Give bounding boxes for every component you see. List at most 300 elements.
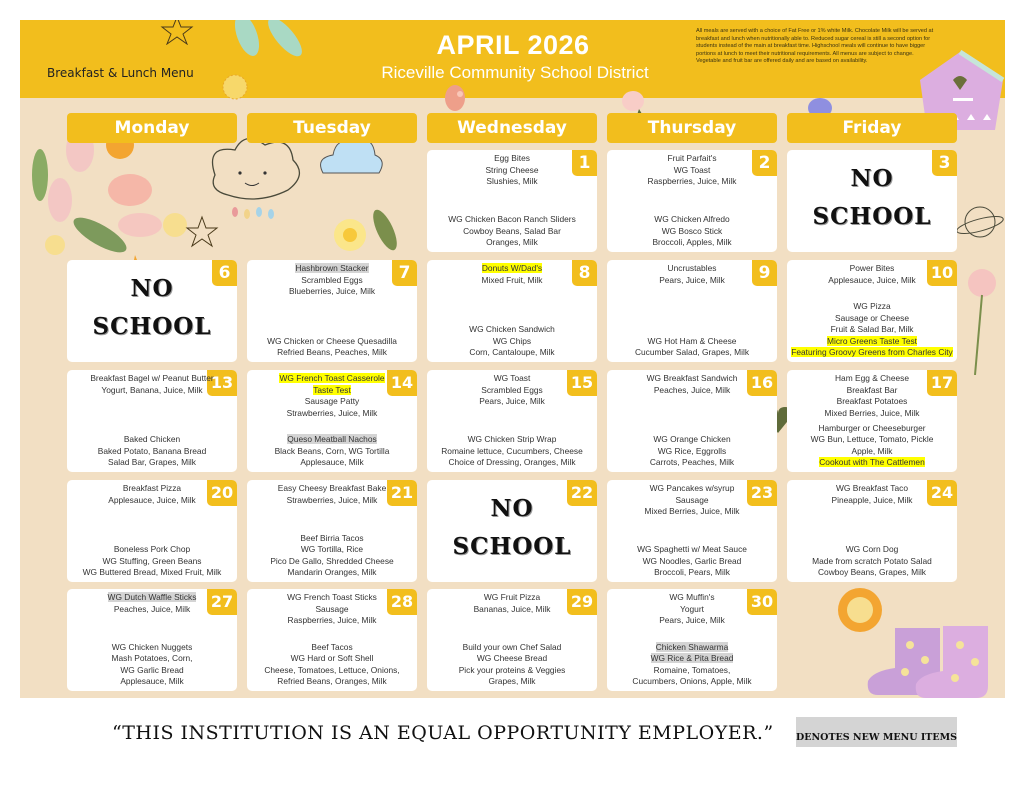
highlighted-item-text: Donuts W/Dad's <box>481 263 543 273</box>
menu-item-text: Corn, Cantaloupe, Milk <box>469 347 555 358</box>
no-school-word: SCHOOL <box>92 313 212 340</box>
menu-item <box>607 263 777 275</box>
menu-item <box>607 434 777 446</box>
menu-item <box>607 176 777 188</box>
highlighted-item-text: Featuring Groovy Greens from Charles City <box>791 347 953 358</box>
day-cell-24 <box>787 480 957 582</box>
menu-item <box>607 676 777 688</box>
menu-item <box>787 275 957 287</box>
menu-item <box>247 347 417 359</box>
equal-opportunity-statement: “THIS INSTITUTION IS AN EQUAL OPPORTUNITY EMPLOYER.” <box>112 722 774 744</box>
menu-item-text: Build your own Chef Salad <box>462 641 562 652</box>
highlighted-item-text: WG Dutch Waffle Sticks <box>107 592 197 602</box>
menu-item-text: Breakfast Bar <box>846 384 898 395</box>
menu-item <box>427 336 597 348</box>
day-number: 27 <box>207 589 237 615</box>
lunch-menu <box>67 434 237 469</box>
breakfast-menu <box>427 592 597 615</box>
lunch-menu <box>427 214 597 249</box>
menu-item <box>427 653 597 665</box>
day-number: 3 <box>932 150 957 176</box>
lunch-menu <box>607 544 777 579</box>
menu-item-text: Pears, Juice, Milk <box>659 615 725 626</box>
menu-item-text: Sausage <box>315 603 349 614</box>
breakfast-menu <box>247 373 417 419</box>
menu-item-text: Applesauce, Juice, Milk <box>108 494 196 505</box>
menu-item <box>607 544 777 556</box>
menu-item <box>607 604 777 616</box>
day-cell-21 <box>247 480 417 582</box>
menu-item <box>67 604 237 616</box>
leaf-icon <box>225 20 315 65</box>
day-cell-8 <box>427 260 597 362</box>
menu-item <box>247 556 417 568</box>
menu-item-text: Mixed Berries, Juice, Milk <box>644 506 740 517</box>
no-school-word: NO <box>130 275 174 302</box>
highlighted-item-text: Micro Greens Taste Test <box>827 335 917 346</box>
menu-item-text: Sausage Patty <box>304 396 360 407</box>
menu-item-text: Breakfast Pizza <box>122 483 182 493</box>
lunch-menu <box>787 301 957 359</box>
raindrops-icon <box>225 202 280 232</box>
menu-item-text: WG Chicken or Cheese Quesadilla <box>267 335 397 346</box>
menu-item-text: Pears, Juice, Milk <box>479 396 545 407</box>
weekday-header-wednesday: Wednesday <box>427 113 597 143</box>
menu-item-text: WG Spaghetti w/ Meat Sauce <box>637 544 747 555</box>
menu-item <box>427 176 597 188</box>
menu-item-text: Grapes, Milk <box>488 676 536 687</box>
menu-item-text: WG Chicken Bacon Ranch Sliders <box>448 214 576 225</box>
menu-item-text: Peaches, Juice, Milk <box>653 384 731 395</box>
day-cell-17 <box>787 370 957 472</box>
menu-item-text: Salad Bar, Grapes, Milk <box>108 457 196 468</box>
no-school-word: SCHOOL <box>452 533 572 560</box>
menu-item <box>247 653 417 665</box>
menu-item <box>67 676 237 688</box>
menu-item <box>607 373 777 385</box>
breakfast-menu <box>427 153 597 188</box>
breakfast-menu <box>67 592 237 615</box>
menu-item <box>247 275 417 287</box>
menu-item <box>787 301 957 313</box>
menu-item <box>607 615 777 627</box>
day-number: 10 <box>927 260 957 286</box>
menu-item-text: WG Chicken Strip Wrap <box>467 434 557 445</box>
menu-item <box>787 544 957 556</box>
menu-item <box>247 642 417 654</box>
day-number: 9 <box>752 260 777 286</box>
menu-item-text: Baked Chicken <box>123 434 181 445</box>
menu-item <box>427 676 597 688</box>
menu-item <box>67 385 237 397</box>
menu-item-text: Slushies, Milk <box>486 176 538 187</box>
page-title: APRIL 2026 <box>436 30 590 60</box>
menu-item-text: Yogurt, Banana, Juice, Milk <box>101 384 203 395</box>
menu-item <box>787 495 957 507</box>
menu-item-text: WG Breakfast Taco <box>836 483 908 493</box>
day-number: 8 <box>572 260 597 286</box>
menu-item-text: Strawberries, Juice, Milk <box>286 494 378 505</box>
menu-item-text: Easy Cheesy Breakfast Bake <box>277 483 387 493</box>
menu-item-text: WG Toast <box>673 164 711 175</box>
menu-item-text: WG Toast <box>493 373 531 383</box>
day-cell-1 <box>427 150 597 252</box>
menu-item-text: Romaine lettuce, Cucumbers, Cheese <box>441 445 583 456</box>
weekday-header-friday: Friday <box>787 113 957 143</box>
menu-item <box>247 385 417 397</box>
menu-item <box>787 324 957 336</box>
menu-item <box>427 642 597 654</box>
day-number: 6 <box>212 260 237 286</box>
menu-item-text: WG Muffin's <box>669 592 715 602</box>
lunch-menu <box>247 533 417 579</box>
menu-item-text: WG Bosco Stick <box>661 225 723 236</box>
menu-item-text: Oranges, Milk <box>486 237 538 248</box>
menu-item <box>427 665 597 677</box>
day-number: 13 <box>207 370 237 396</box>
menu-item <box>607 385 777 397</box>
lunch-menu <box>607 336 777 359</box>
pink-flower-icon <box>960 265 1005 375</box>
menu-item-text: Cowboy Beans, Grapes, Milk <box>818 567 926 578</box>
menu-item-text: Pineapple, Juice, Milk <box>831 494 913 505</box>
menu-item <box>607 347 777 359</box>
menu-item <box>607 226 777 238</box>
menu-item <box>247 615 417 627</box>
menu-item-text: Hamburger or Cheeseburger <box>818 422 926 433</box>
menu-item-text: Mixed Fruit, Milk <box>481 274 543 285</box>
menu-item <box>67 567 237 579</box>
weekday-header-monday: Monday <box>67 113 237 143</box>
day-number: 17 <box>927 370 957 396</box>
menu-item-text: WG Hot Ham & Cheese <box>647 335 737 346</box>
day-cell-27 <box>67 589 237 691</box>
day-cell-2 <box>607 150 777 252</box>
menu-item <box>247 286 417 298</box>
menu-item-text: WG Fruit Pizza <box>483 592 541 602</box>
day-number: 15 <box>567 370 597 396</box>
menu-item <box>427 324 597 336</box>
menu-item-text: WG Corn Dog <box>845 544 899 555</box>
menu-item <box>607 483 777 495</box>
menu-item <box>787 408 957 420</box>
menu-item <box>247 263 417 275</box>
menu-item <box>607 446 777 458</box>
menu-item <box>787 457 957 469</box>
menu-item <box>427 165 597 177</box>
day-cell-16 <box>607 370 777 472</box>
menu-item <box>607 665 777 677</box>
day-number: 2 <box>752 150 777 176</box>
day-cell-6 <box>67 260 237 362</box>
menu-item <box>67 446 237 458</box>
lunch-menu <box>607 434 777 469</box>
day-number: 16 <box>747 370 777 396</box>
menu-item <box>427 457 597 469</box>
menu-item <box>427 385 597 397</box>
day-cell-15 <box>427 370 597 472</box>
menu-item-text: Broccoli, Apples, Milk <box>652 237 732 248</box>
day-number: 29 <box>567 589 597 615</box>
menu-item-text: Scrambled Eggs <box>301 274 363 285</box>
day-number: 30 <box>747 589 777 615</box>
menu-item <box>67 373 237 385</box>
menu-item-text: WG Garlic Bread <box>120 664 184 675</box>
menu-item <box>247 408 417 420</box>
lunch-menu <box>607 214 777 249</box>
day-cell-30 <box>607 589 777 691</box>
menu-item-text: WG Chicken Alfredo <box>654 214 730 225</box>
menu-item-text: Cucumber Salad, Grapes, Milk <box>634 347 750 358</box>
highlighted-item-text: WG French Toast Casserole <box>279 373 385 383</box>
menu-item <box>247 396 417 408</box>
menu-item <box>427 347 597 359</box>
breakfast-menu <box>67 483 237 506</box>
planet-doodle-icon <box>955 200 1005 245</box>
menu-item <box>67 483 237 495</box>
highlighted-item-text: Chicken Shawarma <box>655 641 729 652</box>
menu-item-text: String Cheese <box>485 164 539 175</box>
menu-item-text: Made from scratch Potato Salad <box>812 555 932 566</box>
menu-item <box>787 347 957 359</box>
menu-item <box>787 446 957 458</box>
menu-item-text: Raspberries, Juice, Milk <box>647 176 737 187</box>
menu-poster <box>20 20 1005 698</box>
breakfast-menu <box>607 263 777 286</box>
day-cell-14 <box>247 370 417 472</box>
breakfast-menu <box>787 373 957 419</box>
menu-item <box>607 457 777 469</box>
menu-item-text: Uncrustables <box>667 263 717 273</box>
menu-item-text: Breakfast Bagel w/ Peanut Butter <box>90 373 214 383</box>
menu-item-text: WG Noodles, Garlic Bread <box>642 555 742 566</box>
menu-item <box>607 567 777 579</box>
lunch-menu <box>67 544 237 579</box>
menu-item <box>427 604 597 616</box>
new-items-legend <box>796 717 957 747</box>
menu-item <box>787 385 957 397</box>
menu-item <box>67 457 237 469</box>
menu-item-text: Apple, Milk <box>851 445 893 456</box>
breakfast-menu <box>427 373 597 408</box>
menu-item <box>787 336 957 348</box>
menu-item-text: Applesauce, Juice, Milk <box>828 274 916 285</box>
menu-item-text: Pico De Gallo, Shredded Cheese <box>270 555 394 566</box>
no-school-label <box>787 160 957 236</box>
menu-item <box>607 214 777 226</box>
menu-item-text: Yogurt <box>680 603 704 614</box>
menu-item <box>247 446 417 458</box>
day-cell-22 <box>427 480 597 582</box>
menu-item-text: Broccoli, Pears, Milk <box>654 567 730 578</box>
menu-item-text: Baked Potato, Banana Bread <box>97 445 207 456</box>
menu-item <box>607 275 777 287</box>
star-doodle-icon <box>160 20 194 45</box>
menu-item <box>247 592 417 604</box>
menu-item <box>427 434 597 446</box>
menu-type-label: Breakfast & Lunch Menu <box>47 66 194 80</box>
dandelion-icon <box>215 65 255 105</box>
menu-item <box>247 676 417 688</box>
menu-item <box>67 434 237 446</box>
day-cell-29 <box>427 589 597 691</box>
menu-item-text: Egg Bites <box>494 153 530 163</box>
menu-item-text: Beef Tacos <box>311 641 353 652</box>
menu-item-text: Sausage or Cheese <box>834 312 910 323</box>
menu-item <box>427 214 597 226</box>
menu-item-text: Applesauce, Milk <box>300 457 364 468</box>
day-number: 14 <box>387 370 417 396</box>
menu-item <box>247 495 417 507</box>
menu-item-text: WG Stuffing, Green Beans <box>102 555 202 566</box>
lunch-menu <box>787 544 957 579</box>
menu-item-text: WG Chips <box>492 335 532 346</box>
breakfast-menu <box>787 263 957 286</box>
menu-item-text: WG Chicken Nuggets <box>111 641 193 652</box>
star-doodle-icon <box>185 215 219 249</box>
menu-item <box>607 556 777 568</box>
menu-item <box>67 642 237 654</box>
menu-item <box>67 665 237 677</box>
menu-item-text: WG Orange Chicken <box>653 434 731 445</box>
day-number: 28 <box>387 589 417 615</box>
lunch-menu <box>67 642 237 688</box>
day-number: 7 <box>392 260 417 286</box>
highlighted-item-text: Taste Test <box>313 384 351 395</box>
menu-item-text: WG Cheese Bread <box>476 653 548 664</box>
menu-item <box>427 446 597 458</box>
menu-item-text: Cowboy Beans, Salad Bar <box>463 225 561 236</box>
day-cell-28 <box>247 589 417 691</box>
menu-item-text: WG Pizza <box>853 301 891 312</box>
menu-item-text: Ham Egg & Cheese <box>834 373 910 383</box>
menu-item-text: WG Buttered Bread, Mixed Fruit, Milk <box>82 567 222 578</box>
day-cell-10 <box>787 260 957 362</box>
menu-item <box>787 263 957 275</box>
menu-item-text: Power Bites <box>849 263 895 273</box>
lunch-menu <box>427 434 597 469</box>
day-cell-9 <box>607 260 777 362</box>
highlighted-item-text: Hashbrown Stacker <box>295 263 369 273</box>
menu-item <box>247 336 417 348</box>
menu-item <box>787 483 957 495</box>
menu-item-text: Black Beans, Corn, WG Tortilla <box>274 445 390 456</box>
menu-item <box>247 457 417 469</box>
menu-item-text: Cheese, Tomatoes, Lettuce, Onions, <box>264 664 400 675</box>
breakfast-menu <box>247 483 417 506</box>
menu-item-text: Refried Beans, Oranges, Milk <box>277 676 387 687</box>
menu-item-text: Sausage <box>675 494 709 505</box>
lunch-menu <box>427 642 597 688</box>
day-cell-3 <box>787 150 957 252</box>
menu-item <box>607 336 777 348</box>
day-number: 1 <box>572 150 597 176</box>
menu-item-text: Fruit Parfait's <box>667 153 717 163</box>
menu-item <box>247 544 417 556</box>
menu-item-text: Pick your proteins & Veggies <box>458 664 566 675</box>
lunch-menu <box>247 642 417 688</box>
menu-item-text: Choice of Dressing, Oranges, Milk <box>448 457 576 468</box>
menu-item <box>247 483 417 495</box>
menu-item <box>67 592 237 604</box>
menu-item <box>607 506 777 518</box>
menu-item <box>247 665 417 677</box>
menu-item-text: Peaches, Juice, Milk <box>113 603 191 614</box>
menu-item <box>427 275 597 287</box>
menu-item-text: WG Tortilla, Rice <box>300 544 364 555</box>
menu-item-text: Raspberries, Juice, Milk <box>287 615 377 626</box>
menu-item-text: Pears, Juice, Milk <box>659 274 725 285</box>
lunch-menu <box>247 336 417 359</box>
menu-item <box>247 373 417 385</box>
day-number: 24 <box>927 480 957 506</box>
legend-label: DENOTES NEW MENU ITEMS <box>796 732 957 743</box>
weekday-header-tuesday: Tuesday <box>247 113 417 143</box>
menu-item <box>67 544 237 556</box>
menu-item <box>427 396 597 408</box>
menu-item <box>787 556 957 568</box>
district-name: Riceville Community School District <box>381 63 649 82</box>
no-school-label <box>427 490 597 566</box>
menu-item-text: Mash Potatoes, Corn, <box>111 653 193 664</box>
highlighted-item-text: Cookout with The Cattlemen <box>819 457 925 468</box>
day-number: 22 <box>567 480 597 506</box>
breakfast-menu <box>427 263 597 286</box>
menu-item <box>67 495 237 507</box>
breakfast-menu <box>607 592 777 627</box>
lunch-menu <box>427 324 597 359</box>
menu-item-text: WG Hard or Soft Shell <box>290 653 374 664</box>
menu-item-text: Strawberries, Juice, Milk <box>286 407 378 418</box>
menu-notes: All meals are served with a choice of Fat Free or 1% white Milk. Chocolate Milk will be served at breakfast and lunch when nutritionally able to. Reduced sugar cereal is still a second option for students instead of the main at breakfast time. Highschool meals will continue to have bigger portions at lunch to meet their nutritional requirements. All menus are subject to change. Vegetable and fruit bar are offered daily and are based on availability. <box>696 28 934 65</box>
no-school-word: NO <box>490 495 534 522</box>
menu-item-text: WG Pancakes w/syrup <box>649 483 735 493</box>
menu-item <box>247 434 417 446</box>
lunch-menu <box>607 642 777 688</box>
lunch-menu <box>247 434 417 469</box>
day-cell-13 <box>67 370 237 472</box>
breakfast-menu <box>607 373 777 396</box>
highlighted-item-text: WG Rice & Pita Bread <box>650 653 734 664</box>
menu-item-text: Romaine, Tomatoes, <box>653 664 731 675</box>
menu-item-text: WG French Toast Sticks <box>287 592 377 602</box>
breakfast-menu <box>787 483 957 506</box>
menu-item <box>427 263 597 275</box>
menu-item-text: Blueberries, Juice, Milk <box>288 286 376 297</box>
menu-item <box>427 592 597 604</box>
menu-item <box>247 533 417 545</box>
breakfast-menu <box>67 373 237 396</box>
menu-item <box>67 556 237 568</box>
menu-item <box>607 153 777 165</box>
day-cell-7 <box>247 260 417 362</box>
highlighted-item-text: Queso Meatball Nachos <box>287 434 377 445</box>
day-number: 23 <box>747 480 777 506</box>
menu-item <box>607 592 777 604</box>
menu-item <box>607 237 777 249</box>
menu-item-text: Beef Birria Tacos <box>300 532 364 543</box>
day-cell-23 <box>607 480 777 582</box>
menu-item-text: Breakfast Potatoes <box>836 396 908 407</box>
menu-item-text: Mixed Berries, Juice, Milk <box>824 407 920 418</box>
breakfast-menu <box>247 263 417 298</box>
menu-item <box>427 237 597 249</box>
menu-item-text: WG Bun, Lettuce, Tomato, Pickle <box>810 434 934 445</box>
menu-item <box>247 567 417 579</box>
breakfast-menu <box>607 483 777 518</box>
rain-boots-icon <box>865 620 1005 698</box>
menu-item <box>427 153 597 165</box>
